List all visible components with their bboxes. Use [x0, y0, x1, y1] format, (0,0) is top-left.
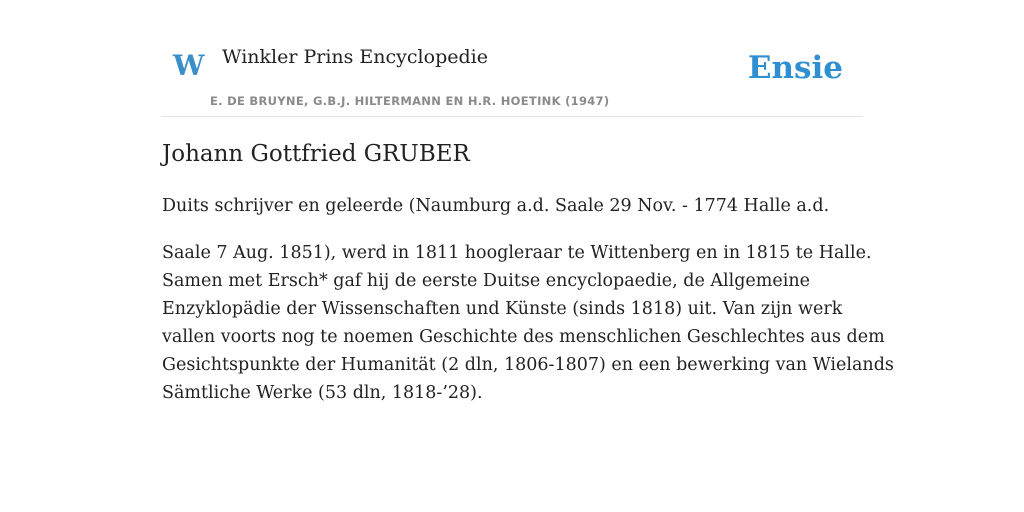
article-title: Johann Gottfried GRUBER	[162, 141, 470, 167]
paragraph-line: Saale 7 Aug. 1851), werd in 1811 hoogleraar te Wittenberg en in 1815 te Halle.	[162, 243, 872, 263]
paragraph-line: vallen voorts nog te noemen Geschichte des menschlichen Geschlechtes aus dem	[162, 327, 885, 347]
paragraph-line: Gesichtspunkte der Humanität (2 dln, 1806-1807) en een bewerking van Wielands	[162, 355, 894, 375]
article-paragraph-2	[162, 239, 894, 407]
paragraph-line: Enzyklopädie der Wissenschaften und Künste (sinds 1818) uit. Van zijn werk	[162, 299, 843, 319]
source-logo: W	[173, 49, 205, 82]
source-authors: E. DE BRUYNE, G.B.J. HILTERMANN EN H.R. HOETINK (1947)	[210, 94, 610, 108]
source-header	[162, 38, 862, 117]
paragraph-line: Samen met Ersch* gaf hij de eerste Duitse encyclopaedie, de Allgemeine	[162, 271, 810, 291]
article-paragraph-1: Duits schrijver en geleerde (Naumburg a.d. Saale 29 Nov. - 1774 Halle a.d.	[162, 196, 830, 216]
source-title[interactable]: Winkler Prins Encyclopedie	[222, 46, 488, 68]
ensie-logo-link[interactable]: Ensie	[747, 50, 843, 86]
paragraph-line: Sämtliche Werke (53 dln, 1818-’28).	[162, 383, 483, 403]
